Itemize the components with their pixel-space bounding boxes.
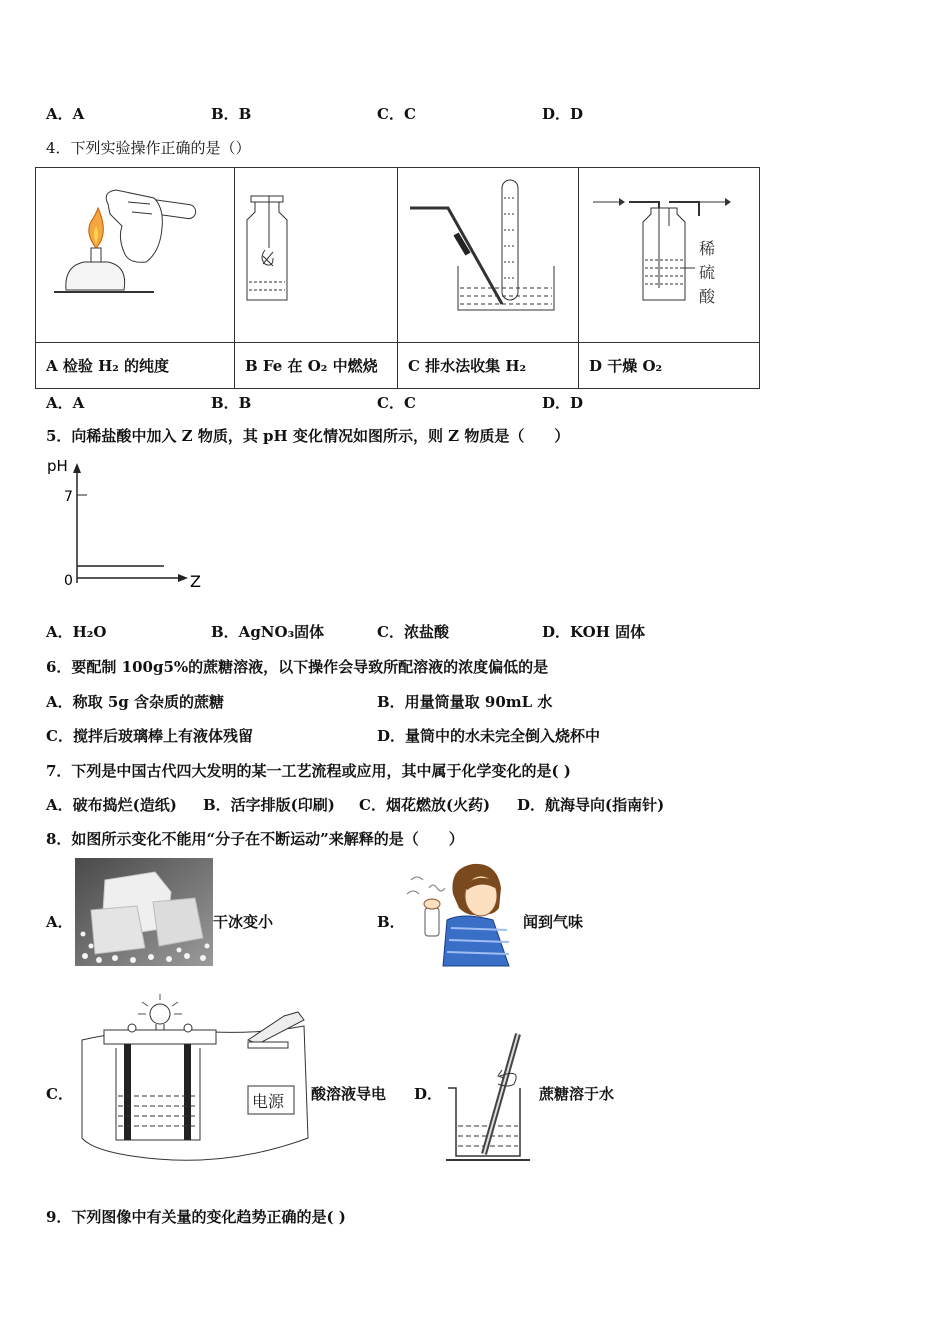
q6-stem: 6．要配制 100g5%的蔗糖溶液，以下操作会导致所配溶液的浓度偏低的是 xyxy=(46,658,549,676)
q8-stem: 8．如图所示变化不能用“分子在不断运动”来解释的是（ ） xyxy=(46,830,464,848)
water-displacement-collection-icon xyxy=(398,168,578,338)
x-axis-arrow-icon xyxy=(178,574,188,582)
power-label: 电源 xyxy=(252,1092,285,1111)
q5-option-b: B．AgNO₃固体 xyxy=(211,623,325,641)
alcohol-lamp-test-tube-icon xyxy=(36,168,234,338)
q3-option-a: A．A xyxy=(46,105,85,123)
q5-stem: 5．向稀盐酸中加入 Z 物质，其 pH 变化情况如图所示，则 Z 物质是（ ） xyxy=(46,427,570,445)
q4-caption-c: C 排水法收集 H₂ xyxy=(398,343,579,389)
q7-option-a: A．破布捣烂(造纸) xyxy=(46,796,177,814)
iron-burning-in-bottle-icon xyxy=(235,168,397,338)
acid-label-1: 稀 xyxy=(699,239,716,258)
q9-stem: 9．下列图像中有关量的变化趋势正确的是( ) xyxy=(46,1208,346,1226)
acid-label-2: 硫 xyxy=(699,263,716,282)
q4-caption-a: A 检验 H₂ 的纯度 xyxy=(36,343,235,389)
q4-option-c: C．C xyxy=(377,394,416,412)
q3-option-b: B．B xyxy=(211,105,252,123)
q4-option-a: A．A xyxy=(46,394,85,412)
q4-figure-c xyxy=(398,168,579,343)
q6-option-b: B．用量筒量取 90mL 水 xyxy=(377,693,553,711)
sugar-dissolving-beaker-icon xyxy=(442,1030,534,1164)
q5-option-d: D．KOH 固体 xyxy=(542,623,646,641)
y-axis-arrow-icon xyxy=(73,463,81,473)
y-tick-label-7: 7 xyxy=(64,489,73,505)
q8-label-a: 干冰变小 xyxy=(213,913,274,931)
q6-option-d: D．量筒中的水未完全倒入烧杯中 xyxy=(377,727,601,745)
boy-smelling-bottle-icon xyxy=(403,858,515,968)
q6-option-a: A．称取 5g 含杂质的蔗糖 xyxy=(46,693,225,711)
q7-stem: 7．下列是中国古代四大发明的某一工艺流程或应用，其中属于化学变化的是( ) xyxy=(46,762,571,780)
q8-label-b: 闻到气味 xyxy=(523,913,584,931)
q5-option-a: A．H₂O xyxy=(46,623,107,641)
origin-label: 0 xyxy=(64,573,73,589)
q6-option-c: C．搅拌后玻璃棒上有液体残留 xyxy=(46,727,253,745)
q7-option-c: C．烟花燃放(火药) xyxy=(359,796,491,814)
acid-label-3: 酸 xyxy=(699,287,716,306)
q8-label-c: 酸溶液导电 xyxy=(311,1085,387,1103)
q4-option-b: B．B xyxy=(211,394,252,412)
q4-caption-d: D 干燥 O₂ xyxy=(579,343,760,389)
q5-option-c: C．浓盐酸 xyxy=(377,623,449,641)
gas-washing-bottle-icon xyxy=(579,168,759,338)
q7-option-d: D．航海导向(指南针) xyxy=(517,796,665,814)
q5-ph-graph xyxy=(40,455,220,595)
q4-stem: 4．下列实验操作正确的是（） xyxy=(46,139,251,157)
q4-option-d: D．D xyxy=(542,394,584,412)
q8-letter-d: D． xyxy=(414,1085,443,1103)
q4-caption-b: B Fe 在 O₂ 中燃烧 xyxy=(235,343,398,389)
q4-figure-b xyxy=(235,168,398,343)
x-axis-label: Z xyxy=(190,572,201,591)
q3-option-c: C．C xyxy=(377,105,416,123)
q4-figure-d xyxy=(579,168,760,343)
acid-conductivity-apparatus-icon xyxy=(72,990,310,1168)
q8-label-d: 蔗糖溶于水 xyxy=(539,1085,615,1103)
q8-letter-a: A． xyxy=(46,913,73,931)
q3-option-d: D．D xyxy=(542,105,584,123)
y-axis-label: pH xyxy=(47,457,68,475)
q7-option-b: B．活字排版(印刷) xyxy=(203,796,335,814)
q4-figure-a xyxy=(36,168,235,343)
q8-letter-c: C． xyxy=(46,1085,73,1103)
dry-ice-photo-icon xyxy=(75,858,213,966)
q8-letter-b: B． xyxy=(377,913,405,931)
q4-experiment-table xyxy=(35,167,760,389)
